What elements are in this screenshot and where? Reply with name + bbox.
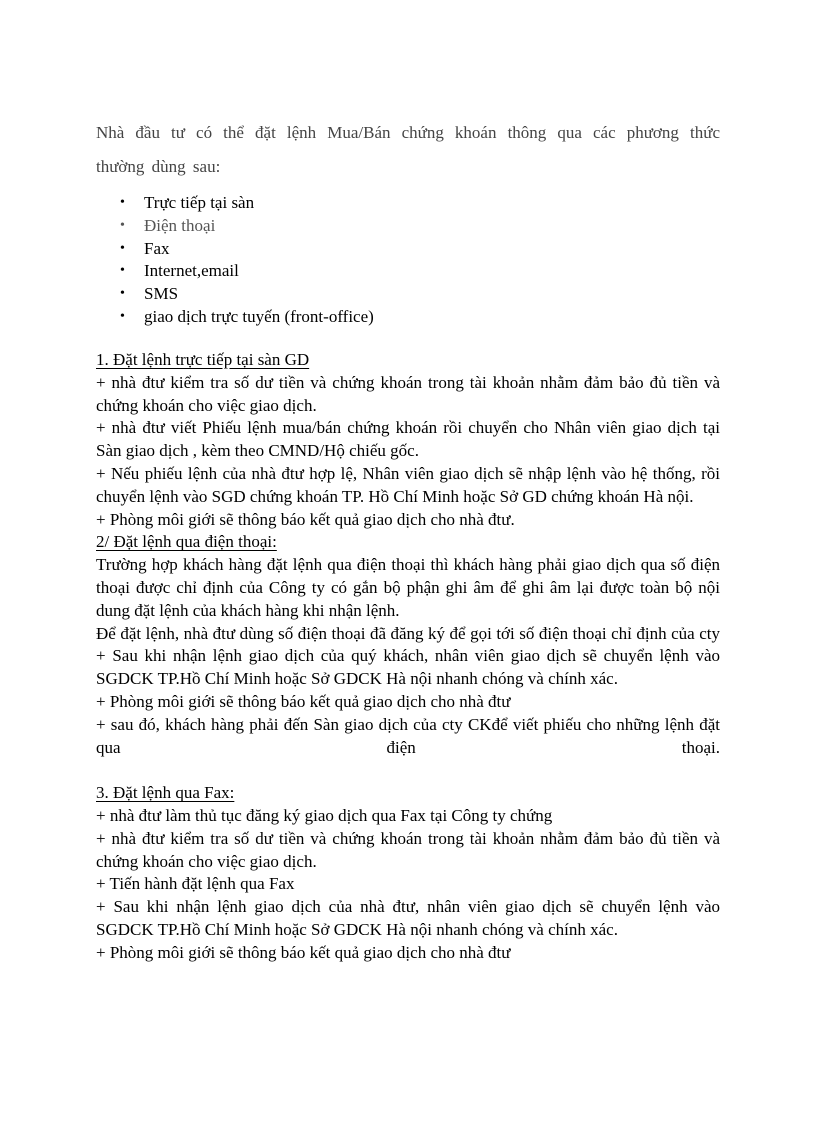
list-item: • SMS xyxy=(96,283,720,306)
paragraph: Trường hợp khách hàng đặt lệnh qua điện thoại thì khách hàng phải giao dịch qua số điện thoại được chỉ định của Công ty có gắn bộ phận ghi âm để ghi âm lại được toàn bộ nội dung đặt lệnh của khách hàng khi nhận lệnh. xyxy=(96,555,720,620)
paragraph: + nhà đtư kiểm tra số dư tiền và chứng khoán trong tài khoản nhằm đảm bảo đủ tiền và chứng khoán cho việc giao dịch. xyxy=(96,372,720,415)
list-item: • giao dịch trực tuyến (front-office) xyxy=(96,306,720,329)
bullet-icon: • xyxy=(120,217,125,233)
spacer xyxy=(96,759,720,782)
list-item: • Fax xyxy=(96,238,720,261)
bullet-icon: • xyxy=(120,263,125,279)
list-item: • Internet,email xyxy=(96,260,720,283)
paragraph: + Phòng môi giới sẽ thông báo kết quả giao dịch cho nhà đtư xyxy=(96,942,511,962)
paragraph: + nhà đtư viết Phiếu lệnh mua/bán chứng khoán rồi chuyển cho Nhân viên giao dịch tại Sàn giao dịch , kèm theo CMND/Hộ chiếu gốc. xyxy=(96,418,720,461)
paragraph: + nhà đtư kiểm tra số dư tiền và chứng khoán trong tài khoản nhằm đảm bảo đủ tiền và chứng khoán cho việc giao dịch. xyxy=(96,828,720,871)
section-1-heading: 1. Đặt lệnh trực tiếp tại sàn GD xyxy=(96,350,310,369)
bullet-icon: • xyxy=(120,195,125,210)
methods-list xyxy=(96,192,720,329)
section-3-heading: 3. Đặt lệnh qua Fax: xyxy=(96,783,235,803)
list-item: • Trực tiếp tại sàn xyxy=(96,192,720,215)
list-item: • Điện thoại xyxy=(96,215,720,238)
section-2-heading: 2/ Đặt lệnh qua điện thoại: xyxy=(96,532,277,552)
bullet-icon: • xyxy=(120,286,125,302)
paragraph: + Sau khi nhận lệnh giao dịch của quý khách, nhân viên giao dịch sẽ chuyển lệnh vào SGDCK TP.Hồ Chí Minh hoặc Sở GDCK Hà nội nhanh chóng và chính xác. xyxy=(96,646,720,689)
paragraph: + Phòng môi giới sẽ thông báo kết quả giao dịch cho nhà đtư. xyxy=(96,509,515,529)
bullet-icon: • xyxy=(120,308,125,324)
bullet-icon: • xyxy=(120,240,125,256)
paragraph: + nhà đtư làm thủ tục đăng ký giao dịch qua Fax tại Công ty chứng xyxy=(96,805,553,825)
paragraph: + Nếu phiếu lệnh của nhà đtư hợp lệ, Nhân viên giao dịch sẽ nhập lệnh vào hệ thống, rồi chuyển lệnh vào SGD chứng khoán TP. Hồ Chí Minh hoặc Sở GD chứng khoán Hà nội. xyxy=(96,463,720,506)
paragraph: Để đặt lệnh, nhà đtư dùng số điện thoại đã đăng ký để gọi tới số điện thoại chỉ định của cty xyxy=(96,623,720,643)
intro-paragraph: Nhà đầu tư có thể đặt lệnh Mua/Bán chứng khoán thông qua các phương thức thường dùng sau: xyxy=(96,123,720,176)
paragraph: + sau đó, khách hàng phải đến Sàn giao dịch của cty CKđể viết phiếu cho những lệnh đặt qua điện thoại. xyxy=(96,714,720,757)
paragraph: + Tiến hành đặt lệnh qua Fax xyxy=(96,874,295,894)
document-body xyxy=(96,349,720,965)
paragraph: + Sau khi nhận lệnh giao dịch của nhà đtư, nhân viên giao dịch sẽ chuyển lệnh vào SGDCK TP.Hồ Chí Minh hoặc Sở GDCK Hà nội nhanh chóng và chính xác. xyxy=(96,897,720,939)
paragraph: + Phòng môi giới sẽ thông báo kết quả giao dịch cho nhà đtư xyxy=(96,691,511,711)
